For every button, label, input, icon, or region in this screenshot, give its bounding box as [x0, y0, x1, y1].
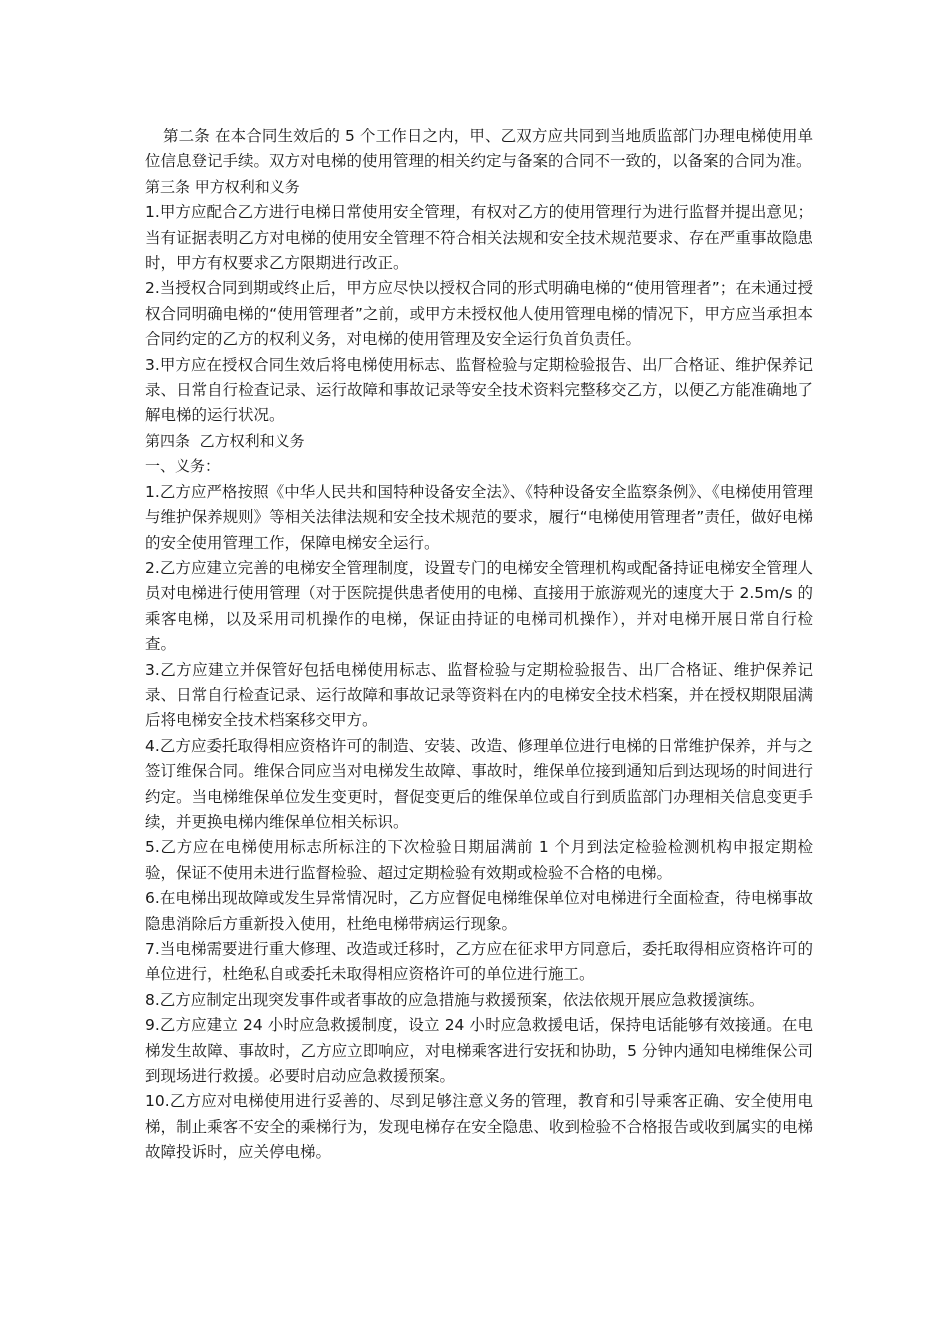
- article-4-title: 乙方权利和义务: [199, 431, 305, 450]
- obligation-item-2: 2.乙方应建立完善的电梯安全管理制度，设置专门的电梯安全管理机构或配备持证电梯安全管理人员对电梯进行使用管理（对于医院提供患者使用的电梯、直接用于旅游观光的速度大于 2.5m/s 的乘客电梯，以及采用司机操作的电梯，保证由持证的电梯司机操作），并对电梯开展日常自行检查。: [145, 558, 813, 654]
- obligation-item-10: 10.乙方应对电梯使用进行妥善的、尽到足够注意义务的管理，教育和引导乘客正确、安全使用电梯，制止乘客不安全的乘梯行为，发现电梯存在安全隐患、收到检验不合格报告或收到属实的电梯故障投诉时，应关停电梯。: [145, 1092, 813, 1162]
- obligation-item-6: 6.在电梯出现故障或发生异常情况时，乙方应督促电梯维保单位对电梯进行全面检查，待电梯事故隐患消除后方重新投入使用，杜绝电梯带病运行现象。: [145, 889, 813, 933]
- article-3-item-2: 2.当授权合同到期或终止后，甲方应尽快以授权合同的形式明确电梯的“使用管理者”；在未通过授权合同明确电梯的“使用管理者”之前，或甲方未授权他人使用管理电梯的情况下，甲方应当承担本合同约定的乙方的权利义务，对电梯的使用管理及安全运行负首负责任。: [145, 279, 813, 349]
- article-2-paragraph: [145, 124, 813, 175]
- article-3-heading: 第三条 甲方权利和义务: [145, 177, 300, 196]
- article-3-item-3: 3.甲方应在授权合同生效后将电梯使用标志、监督检验与定期检验报告、出厂合格证、维护保养记录、日常自行检查记录、运行故障和事故记录等安全技术资料完整移交乙方，以便乙方能准确地了解电梯的运行状况。: [145, 355, 813, 425]
- article-3-item-1: 1.甲方应配合乙方进行电梯日常使用安全管理，有权对乙方的使用管理行为进行监督并提出意见；当有证据表明乙方对电梯的使用安全管理不符合相关法规和安全技术规范要求、存在严重事故隐患时，甲方有权要求乙方限期进行改正。: [145, 203, 813, 273]
- article-4-heading: [145, 429, 813, 454]
- obligation-item-7: 7.当电梯需要进行重大修理、改造或迁移时，乙方应在征求甲方同意后，委托取得相应资格许可的单位进行，杜绝私自或委托未取得相应资格许可的单位进行施工。: [145, 940, 813, 984]
- obligation-item-4: 4.乙方应委托取得相应资格许可的制造、安装、改造、修理单位进行电梯的日常维护保养，并与之签订维保合同。维保合同应当对电梯发生故障、事故时，维保单位接到通知后到达现场的时间进行约定。当电梯维保单位发生变更时，督促变更后的维保单位或自行到质监部门办理相关信息变更手续，并更换电梯内维保单位相关标识。: [145, 736, 813, 831]
- article-4-label: 第四条: [145, 431, 191, 450]
- article-2-label: 第二条: [163, 127, 210, 145]
- obligation-item-5: 5.乙方应在电梯使用标志所标注的下次检验日期届满前 1 个月到法定检验检测机构申报定期检验，保证不使用未进行监督检验、超过定期检验有效期或检验不合格的电梯。: [145, 838, 813, 882]
- obligation-item-8: 8.乙方应制定出现突发事件或者事故的应急措施与救援预案，依法依规开展应急救援演练。: [145, 990, 765, 1009]
- obligation-item-9: 9.乙方应建立 24 小时应急救援制度，设立 24 小时应急救援电话，保持电话能够有效接通。在电梯发生故障、事故时，乙方应立即响应，对电梯乘客进行安抚和协助，5 分钟内通知电梯维保公司到现场进行救援。必要时启动应急救援预案。: [145, 1016, 813, 1086]
- obligation-item-3: 3.乙方应建立并保管好包括电梯使用标志、监督检验与定期检验报告、出厂合格证、维护保养记录、日常自行检查记录、运行故障和事故记录等资料在内的电梯安全技术档案，并在授权期限届满后将电梯安全技术档案移交甲方。: [145, 660, 813, 730]
- document-page: [145, 124, 813, 1166]
- article-2-text-serif: 在本合同生效后的: [214, 127, 340, 145]
- obligation-item-1: 1.乙方应严格按照《中华人民共和国特种设备安全法》、《特种设备安全监察条例》、《电梯使用管理与维护保养规则》等相关法律法规和安全技术规范的要求，履行“电梯使用管理者”责任，做好电梯的安全使用管理工作，保障电梯安全运行。: [145, 482, 813, 552]
- obligations-subheading: 一、义务：: [145, 457, 221, 476]
- article-2-text: 5 个工作日之内，甲、乙双方应共同到当地质监部门办理电梯使用单位信息登记手续。双方对电梯的使用管理的相关约定与备案的合同不一致的，以备案的合同为准。: [145, 127, 813, 171]
